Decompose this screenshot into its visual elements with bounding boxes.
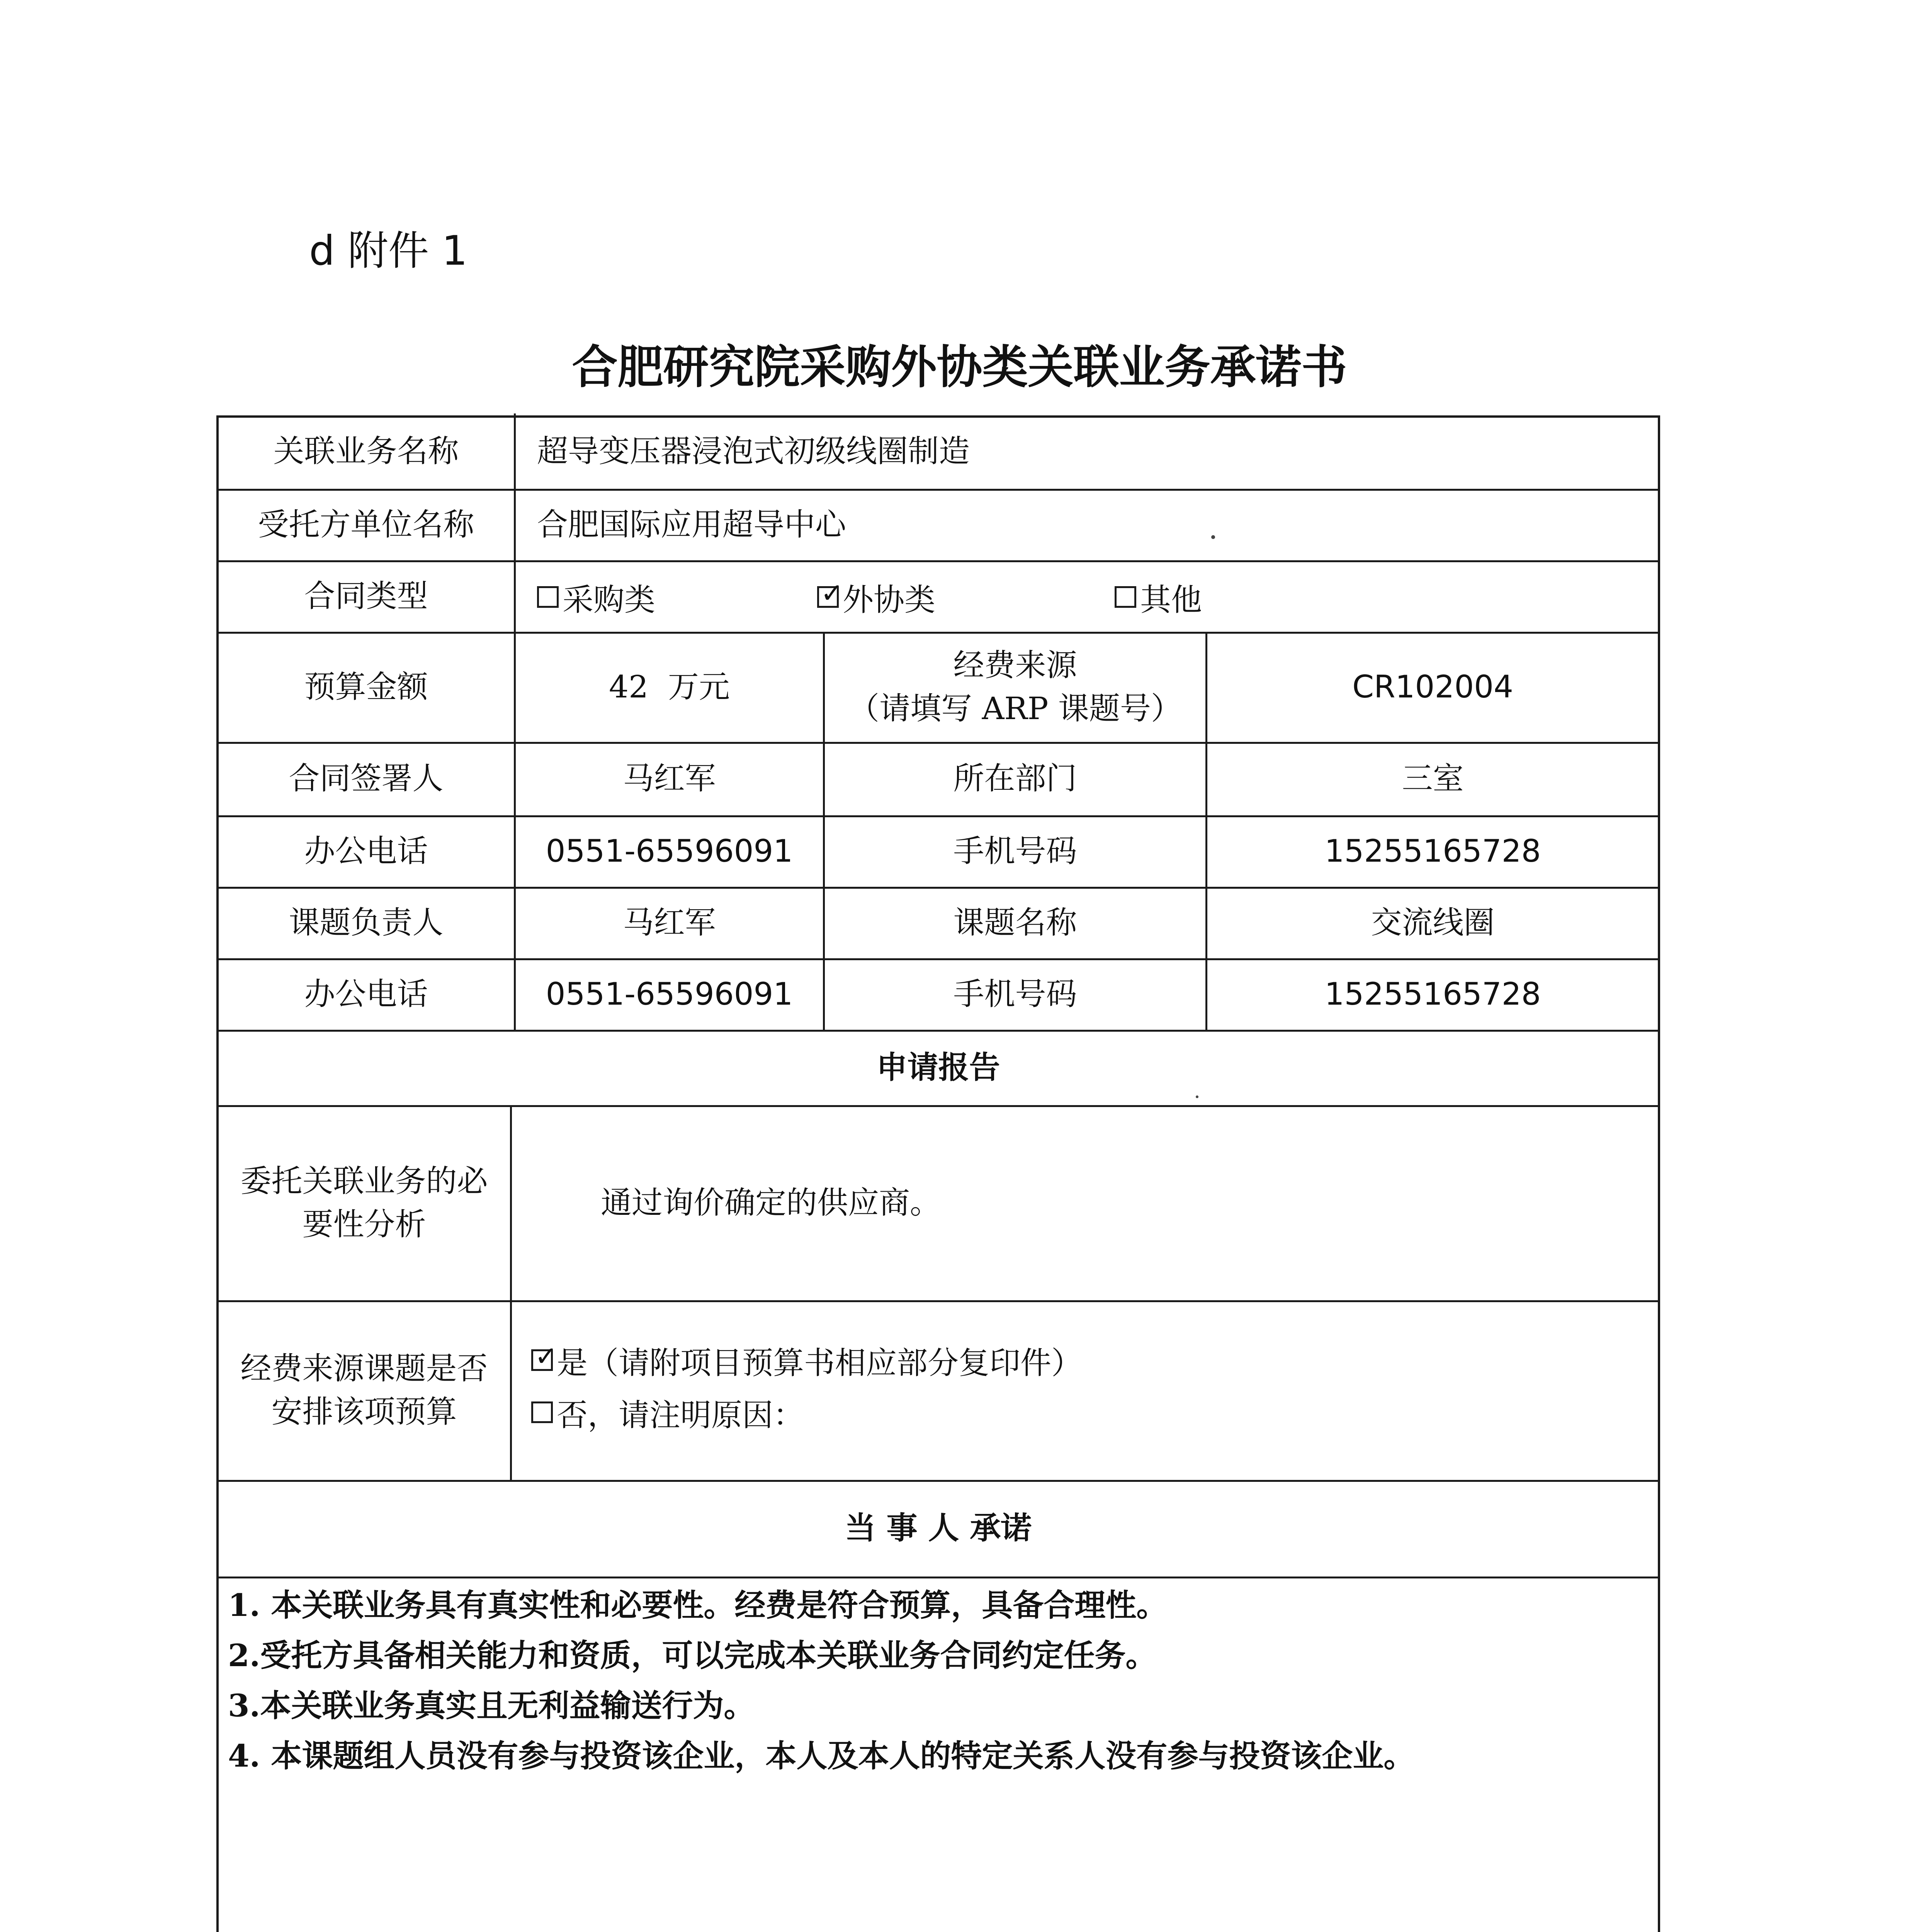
- budget-label: 预算金额: [304, 668, 428, 705]
- necessity-label-line1: 委托关联业务的必: [240, 1163, 488, 1199]
- department-label: 所在部门: [953, 760, 1077, 796]
- signer-value: 马红军: [623, 760, 716, 796]
- contract-type-label: 合同类型: [304, 578, 428, 614]
- checkbox-unchecked-icon: [531, 1401, 553, 1423]
- office-phone-value: 0551-65596091: [546, 833, 793, 869]
- necessity-label: [218, 1105, 510, 1300]
- office-phone-value: 0551-65596091: [546, 976, 793, 1012]
- entrusted-unit-value: 合肥国际应用超导中心: [537, 506, 846, 543]
- contract-type-option-other[interactable]: [1115, 576, 1202, 618]
- project-leader-value: 马红军: [623, 904, 716, 940]
- project-leader-label: 课题负责人: [289, 904, 444, 940]
- necessity-value: 通过询价确定的供应商。: [601, 1184, 941, 1221]
- option-label: 否，请注明原因：: [557, 1397, 804, 1433]
- business-name-label: 关联业务名称: [273, 433, 459, 469]
- entrusted-unit-label: 受托方单位名称: [258, 506, 474, 543]
- option-label: 其他: [1140, 582, 1202, 618]
- contract-type-option-purchase[interactable]: [537, 576, 655, 618]
- promise-item: 1. 本关联业务具有真实性和必要性。经费是符合预算，具备合理性。: [228, 1587, 1168, 1623]
- promise-item: 3.本关联业务真实且无利益输送行为。: [228, 1687, 755, 1724]
- contract-type-option-outsourcing[interactable]: [817, 576, 935, 618]
- scan-speck: [1211, 535, 1215, 539]
- report-section-title: 申请报告: [876, 1049, 1000, 1085]
- mobile-label: 手机号码: [953, 976, 1077, 1012]
- scan-speck: [1196, 1095, 1198, 1098]
- budget-arranged-yes-option[interactable]: [531, 1337, 1082, 1383]
- budget-value: 42 万元: [609, 668, 730, 705]
- signer-label: 合同签署人: [289, 760, 444, 796]
- fund-source-value: CR102004: [1352, 668, 1513, 705]
- checkbox-checked-icon: ✓: [531, 1349, 553, 1371]
- handwritten-signature: [1387, 1928, 1588, 1932]
- promise-section-title: 当 事 人 承诺: [845, 1510, 1032, 1546]
- checkbox-unchecked-icon: [1115, 586, 1136, 608]
- budget-arranged-label-line2: 安排该项预算: [271, 1393, 457, 1430]
- promise-item: 4. 本课题组人员没有参与投资该企业，本人及本人的特定关系人没有参与投资该企业。: [228, 1738, 1415, 1774]
- fund-source-label-line1: 经费来源: [953, 647, 1077, 683]
- promise-item: 2.受托方具备相关能力和资质，可以完成本关联业务合同约定任务。: [228, 1637, 1157, 1673]
- checkbox-checked-icon: ✓: [817, 586, 839, 608]
- mobile-value: 15255165728: [1324, 976, 1541, 1012]
- department-value: 三室: [1402, 760, 1464, 796]
- option-label: 是（请附项目预算书相应部分复印件）: [557, 1345, 1082, 1381]
- fund-source-label-line2: （请填写 ARP 课题号）: [848, 690, 1182, 726]
- row-divider: [218, 1577, 1658, 1578]
- mobile-value: 15255165728: [1324, 833, 1541, 869]
- office-phone-label: 办公电话: [304, 976, 428, 1012]
- budget-arranged-no-option[interactable]: [531, 1389, 804, 1435]
- project-name-value: 交流线圈: [1371, 904, 1495, 940]
- fund-source-label: [825, 632, 1205, 742]
- option-label: 外协类: [843, 582, 935, 618]
- office-phone-label: 办公电话: [304, 833, 428, 869]
- budget-arranged-label-line1: 经费来源课题是否: [240, 1350, 488, 1386]
- mobile-label: 手机号码: [953, 833, 1077, 869]
- attachment-label: d 附件 1: [309, 227, 468, 274]
- option-label: 采购类: [563, 582, 655, 618]
- business-name-value: 超导变压器浸泡式初级线圈制造: [537, 433, 970, 469]
- document-title: 合肥研究院采购外协类关联业务承诺书: [572, 340, 1347, 394]
- project-name-label: 课题名称: [953, 904, 1077, 940]
- checkbox-unchecked-icon: [537, 586, 559, 608]
- necessity-label-line2: 要性分析: [302, 1206, 426, 1242]
- budget-arranged-label: [218, 1300, 510, 1480]
